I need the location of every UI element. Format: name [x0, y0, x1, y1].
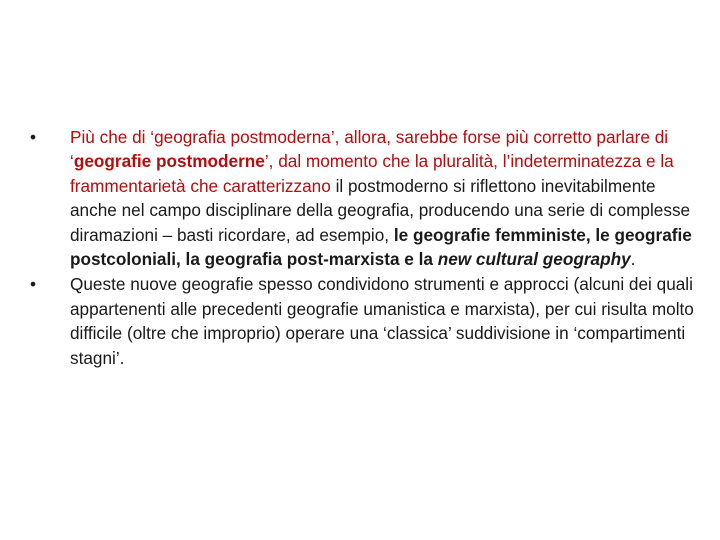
bullet-1-end: . — [630, 249, 636, 270]
bullet-1-continuation: ’, dal momento che la pluralità, l’indeterminatezza e la frammentarietà che caratterizzano — [70, 151, 674, 196]
bullet-1-examples: le geografie femministe, le geografie postcoloniali, la geografia post-marxista e la — [70, 224, 692, 270]
bullet-list — [30, 125, 695, 371]
bullet-item-2 — [30, 272, 695, 370]
bullet-1-body: il postmoderno si riflettono inevitabilmente anche nel campo disciplinare della geografia, producendo una serie di complesse diramazioni – basti ricordare, ad esempio, — [70, 175, 691, 245]
bullet-1-intro: Più che di ‘geografia postmoderna’, allora, sarebbe forse più corretto parlare di ‘ — [70, 127, 669, 172]
bullet-1-emphasis: geografie postmoderne — [73, 151, 265, 172]
bullet-1-text — [70, 127, 692, 269]
bullet-item-1 — [30, 125, 695, 271]
bullet-marker: • — [30, 127, 37, 147]
bullet-2-text: Queste nuove geografie spesso condividono strumenti e approcci (alcuni dei quali appartenenti alle precedenti geografie umanistica e marxista), per cui risulta molto difficile (oltre che improprio) operare una ‘classica’ suddivisione in ‘compartimenti stagni’. — [70, 274, 694, 368]
bullet-1-new-cultural-geography: new cultural geography — [437, 249, 631, 270]
bullet-marker: • — [30, 274, 37, 295]
